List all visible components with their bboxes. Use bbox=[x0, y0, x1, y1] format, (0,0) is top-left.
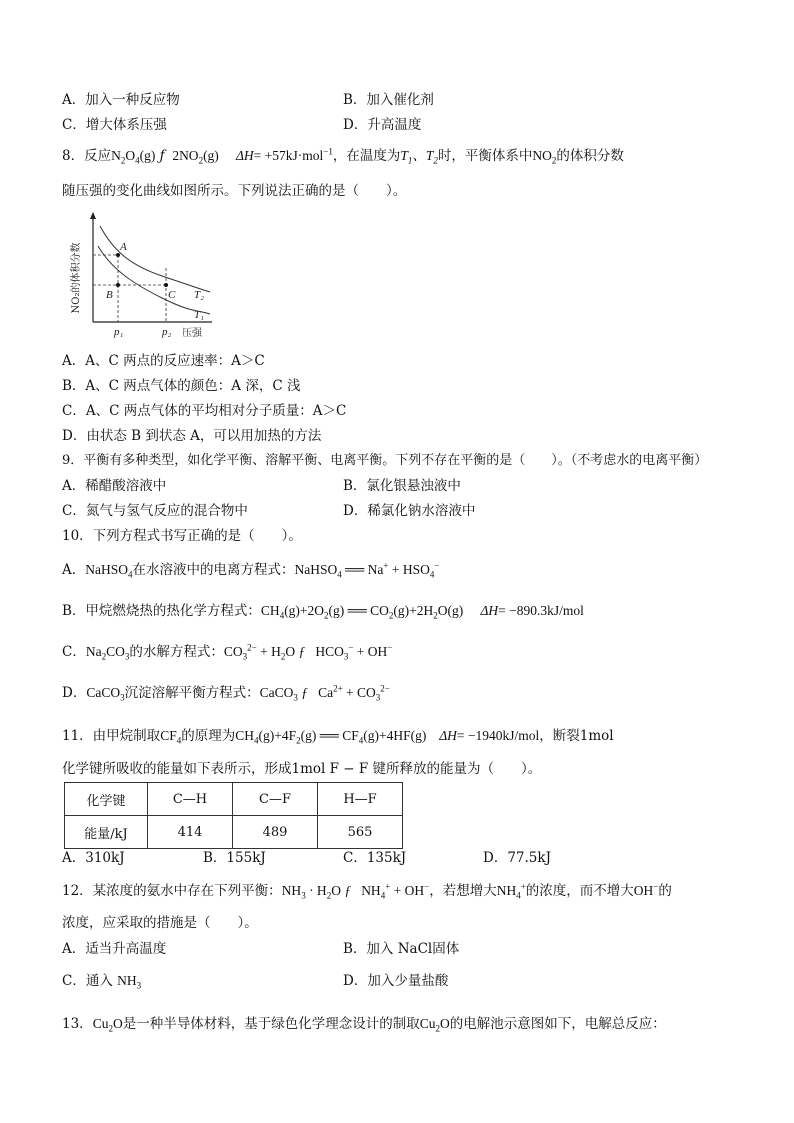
q11-option-d: D．77.5kJ bbox=[483, 850, 551, 866]
q8-option-b: B．A、C 两点气体的颜色：A 深，C 浅 bbox=[62, 378, 301, 394]
q9-option-b: B．氯化银悬浊液中 bbox=[343, 478, 461, 494]
q8-graph bbox=[62, 208, 222, 343]
tick-p2: p₂ bbox=[162, 326, 172, 338]
table-header-cell: H—F bbox=[318, 783, 403, 816]
q11-stem-line2: 化学键所吸收的能量如下表所示，形成1mol F − F 键所释放的能量为（ ）。 bbox=[62, 761, 542, 777]
table-cell: 565 bbox=[318, 816, 403, 849]
table-header-cell: C—F bbox=[233, 783, 318, 816]
q9-stem: 9．平衡有多种类型，如化学平衡、溶解平衡、电离平衡。下列不存在平衡的是（ ）。（不考虑水的电离平衡） bbox=[62, 453, 708, 468]
q11-stem-line1: 11．由甲烷制取$CF_4$的原理为$CH_4(g)+4F_2(g)$ ══ $CF_4(g)+4HF(g)$ ΔH= −1940kJ/mol，断裂1mol bbox=[62, 728, 614, 746]
bond-energy-table bbox=[64, 782, 403, 849]
graph-x-label: 压强 bbox=[182, 328, 202, 339]
q11-option-a: A．310kJ bbox=[62, 850, 125, 866]
q9-option-c: C．氮气与氢气反应的混合物中 bbox=[62, 503, 248, 519]
q12-option-b: B．加入 NaCl固体 bbox=[343, 941, 460, 957]
label-curve-t2: T₂ bbox=[194, 289, 204, 301]
table-cell: 414 bbox=[148, 816, 233, 849]
tick-p1: p₁ bbox=[114, 326, 124, 338]
q7-option-b: B．加入催化剂 bbox=[343, 92, 434, 108]
q12-option-a: A．适当升高温度 bbox=[62, 941, 167, 957]
table-header-cell: C—H bbox=[148, 783, 233, 816]
q11-option-c: C．135kJ bbox=[343, 850, 407, 866]
q10-stem: 10．下列方程式书写正确的是（ ）。 bbox=[62, 528, 302, 544]
point-c bbox=[164, 283, 168, 287]
q10-option-c: C．$Na_2CO_3$的水解方程式：$CO_3^{2-} + H_2O$ ƒ $HCO_3^- + OH^-$ bbox=[62, 642, 393, 662]
q7-option-c: C．增大体系压强 bbox=[62, 117, 167, 133]
table-row bbox=[65, 816, 403, 849]
q8-option-a: A．A、C 两点的反应速率：A＞C bbox=[62, 353, 265, 369]
label-point-b: B bbox=[106, 289, 113, 301]
q10-option-a: A．NaHSO$_4$在水溶液中的电离方程式：NaHSO$_4$ ══ $Na^+ + HSO_4^-$ bbox=[62, 560, 440, 580]
table-row bbox=[65, 783, 403, 816]
graph-y-label: NO₂的体积分数 bbox=[71, 242, 82, 314]
q9-option-a: A．稀醋酸溶液中 bbox=[62, 478, 167, 494]
q8-option-d: D．由状态 B 到状态 A，可以用加热的方法 bbox=[62, 428, 322, 444]
curve-t1 bbox=[98, 246, 210, 314]
q8-stem-line1: 8．反应$N_2O_4(g)$ ƒ $2NO_2(g)$ ΔH= +57kJ·mol$^{-1}$，在温度为$T_1$、$T_2$时，平衡体系中$NO_2$的体积分数 bbox=[62, 146, 624, 166]
table-cell: 489 bbox=[233, 816, 318, 849]
point-a bbox=[116, 253, 120, 257]
q8-option-c: C．A、C 两点气体的平均相对分子质量：A＞C bbox=[62, 403, 347, 419]
q8-stem-line2: 随压强的变化曲线如图所示。下列说法正确的是（ ）。 bbox=[62, 183, 407, 199]
q11-option-b: B．155kJ bbox=[203, 850, 266, 866]
q13-stem: 13．$Cu_2O$是一种半导体材料，基于绿色化学理念设计的制取$Cu_2O$的电解池示意图如下，电解总反应： bbox=[62, 1016, 666, 1034]
q7-option-d: D．升高温度 bbox=[343, 117, 422, 133]
q12-option-d: D．加入少量盐酸 bbox=[343, 973, 449, 989]
table-header-cell: 化学键 bbox=[65, 783, 148, 816]
q12-stem-line2: 浓度，应采取的措施是（ ）。 bbox=[62, 915, 258, 931]
q9-option-d: D．稀氯化钠水溶液中 bbox=[343, 503, 476, 519]
label-curve-t1: T₁ bbox=[194, 309, 204, 321]
curve-t2 bbox=[100, 226, 210, 292]
q12-option-c: C．通入 $NH_3$ bbox=[62, 973, 142, 991]
q8-reaction: $N_2O_4(g)$ bbox=[111, 148, 156, 166]
label-point-a: A bbox=[120, 241, 127, 253]
q12-stem-line1: 12．某浓度的氨水中存在下列平衡：$NH_3 \cdot H_2O$ ƒ $NH_4^+ + OH^-$，若想增大$NH_4^+$的浓度，而不增大OH−的 bbox=[62, 881, 672, 901]
q10-option-b: B．甲烷燃烧热的热化学方程式：$CH_4(g)+2O_2(g)$ ══ $CO_2(g)+2H_2O(g)$ ΔH= −890.3kJ/mol bbox=[62, 603, 584, 621]
q10-option-d: D．CaCO$_3$沉淀溶解平衡方程式：CaCO$_3$ ƒ $Ca^{2+} + CO_3^{2-}$ bbox=[62, 683, 390, 703]
q7-option-a: A．加入一种反应物 bbox=[62, 92, 180, 108]
label-point-c: C bbox=[168, 289, 176, 301]
point-b bbox=[116, 283, 120, 287]
table-row-label: 能量/kJ bbox=[65, 816, 148, 849]
